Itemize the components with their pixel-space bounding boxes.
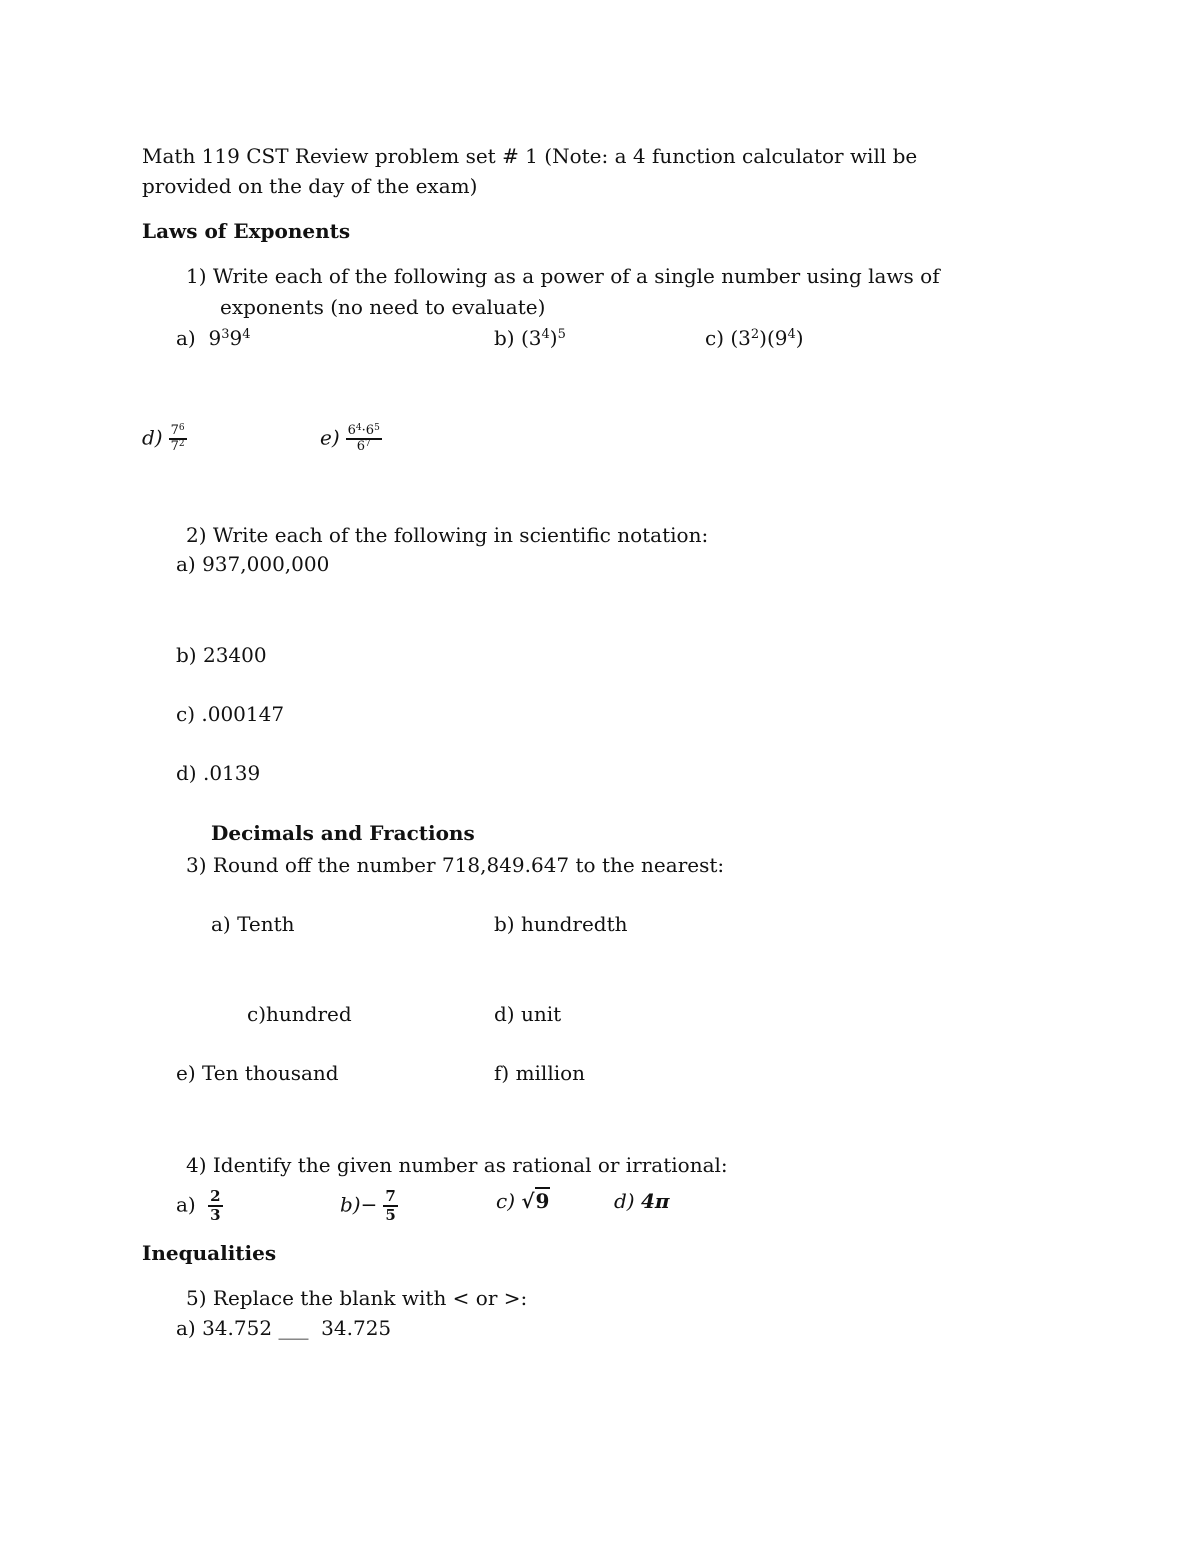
fraction: $\frac{7^6}{7^2}$	[170, 423, 185, 454]
q3-item-a: a) Tenth	[211, 912, 295, 936]
q1-item-e: e) $\frac{6^4\cdot 6^5}{6^7}$	[320, 423, 380, 454]
item-label: a)	[176, 326, 196, 350]
fraction: $\frac{6^4\cdot 6^5}{6^7}$	[347, 423, 380, 454]
q2-prompt: 2) Write each of the following in scientific notation:	[186, 523, 709, 547]
q3-prompt: 3) Round off the number 718,849.647 to the nearest:	[186, 853, 725, 877]
q5-item-a: a) 34.752 ___ 34.725	[176, 1316, 392, 1340]
q2-item-b: b) 23400	[176, 643, 267, 667]
title-line-2: provided on the day of the exam)	[142, 174, 478, 198]
q1-item-a: a) $9^39^4$	[176, 326, 251, 350]
q2-item-c: c) .000147	[176, 702, 285, 726]
q3-item-f: f) million	[494, 1061, 586, 1085]
q2-item-d: d) .0139	[176, 761, 261, 785]
section-heading-exponents: Laws of Exponents	[142, 219, 351, 243]
q1-prompt-line-2: exponents (no need to evaluate)	[220, 295, 546, 319]
q1-item-c: c) $(3^2)(9^4)$	[705, 326, 804, 350]
q1-prompt-line-1: 1) Write each of the following as a power of a single number using laws of	[186, 264, 940, 288]
q1-item-b: b) $(3^4)^5$	[494, 326, 566, 350]
q3-item-d: d) unit	[494, 1002, 562, 1026]
section-heading-inequalities: Inequalities	[142, 1241, 277, 1265]
q4-item-d: d) 4π	[614, 1189, 670, 1213]
answer-blank: ___	[278, 1316, 309, 1340]
q5-prompt: 5) Replace the blank with < or >:	[186, 1286, 528, 1310]
q2-item-a: a) 937,000,000	[176, 552, 330, 576]
q1-item-d: d) $\frac{7^6}{7^2}$	[142, 423, 185, 454]
q4-item-c: c) √9	[496, 1189, 550, 1213]
title-line-1: Math 119 CST Review problem set # 1 (Note: a 4 function calculator will be	[142, 144, 918, 168]
q4-prompt: 4) Identify the given number as rational or irrational:	[186, 1153, 728, 1177]
q4-item-b: b)− $\frac{7}{5}$	[340, 1187, 396, 1224]
q3-item-c: c)hundred	[247, 1002, 352, 1026]
q3-item-b: b) hundredth	[494, 912, 628, 936]
section-heading-decimals: Decimals and Fractions	[211, 821, 475, 845]
q4-item-a: a) $\frac{2}{3}$	[176, 1187, 221, 1224]
q3-item-e: e) Ten thousand	[176, 1061, 339, 1085]
